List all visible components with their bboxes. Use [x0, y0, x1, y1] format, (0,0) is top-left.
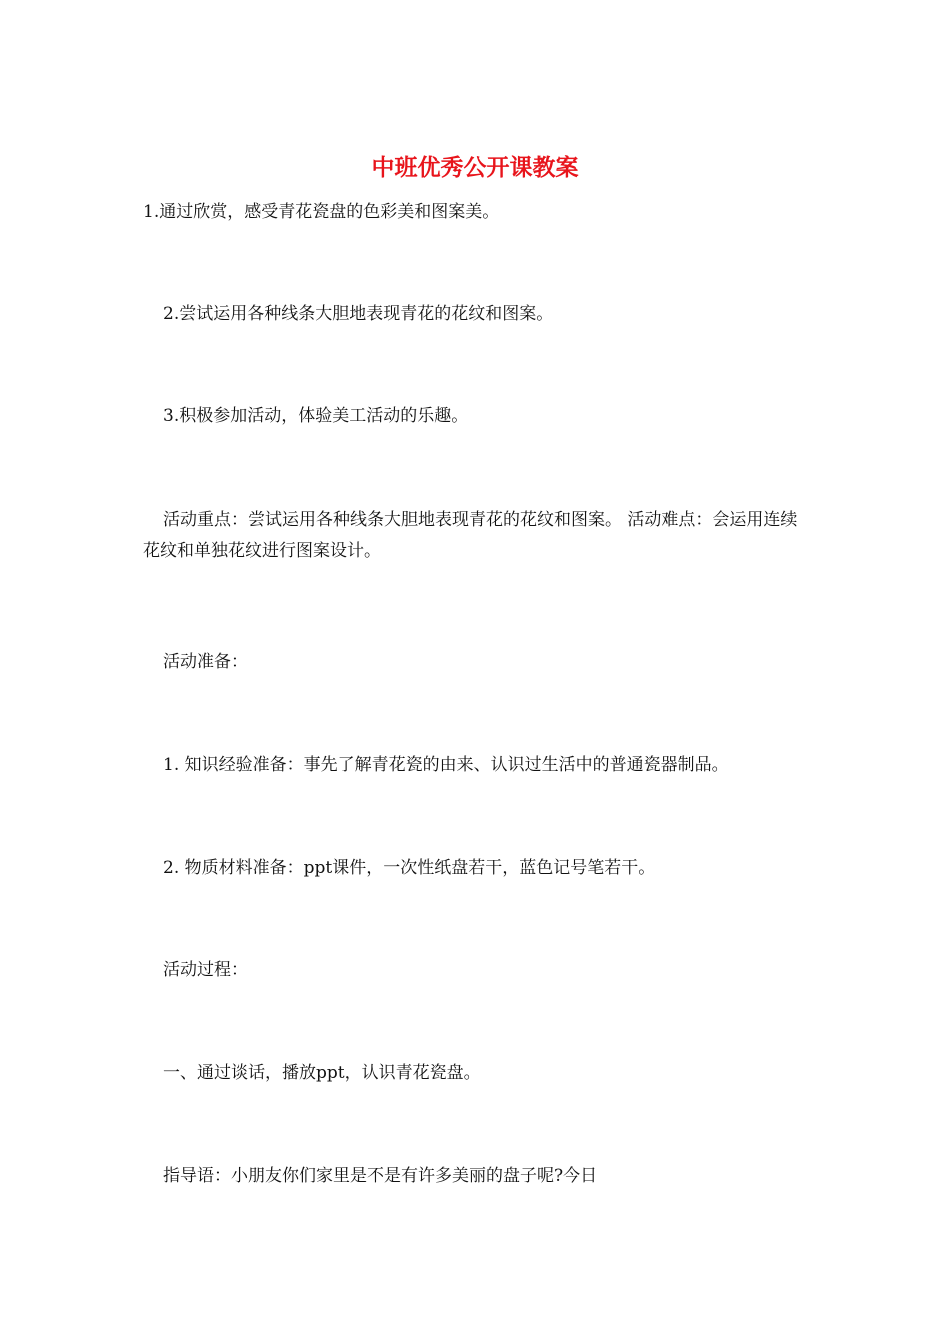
paragraph-objective-2: 2.尝试运用各种线条大胆地表现青花的花纹和图案。 — [163, 304, 554, 324]
paragraph-objective-1: 1.通过欣赏，感受青花瓷盘的色彩美和图案美。 — [143, 202, 500, 222]
paragraph-preparation-2: 2. 物质材料准备：ppt课件，一次性纸盘若干，蓝色记号笔若干。 — [163, 858, 656, 878]
paragraph-process-step-1: 一、通过谈话，播放ppt，认识青花瓷盘。 — [163, 1063, 481, 1083]
document-title: 中班优秀公开课教案 — [371, 155, 579, 181]
paragraph-objective-3: 3.积极参加活动，体验美工活动的乐趣。 — [163, 406, 469, 426]
paragraph-preparation-heading: 活动准备： — [163, 652, 248, 672]
paragraph-process-heading: 活动过程： — [163, 960, 248, 980]
paragraph-guidance: 指导语：小朋友你们家里是不是有许多美丽的盘子呢?今日 — [163, 1166, 598, 1186]
paragraph-key-points: 活动重点：尝试运用各种线条大胆地表现青花的花纹和图案。 活动难点：会运用连续花纹和单独花纹进行图案设计。 — [143, 510, 798, 561]
paragraph-preparation-1: 1. 知识经验准备：事先了解青花瓷的由来、认识过生活中的普通瓷器制品。 — [163, 755, 729, 775]
